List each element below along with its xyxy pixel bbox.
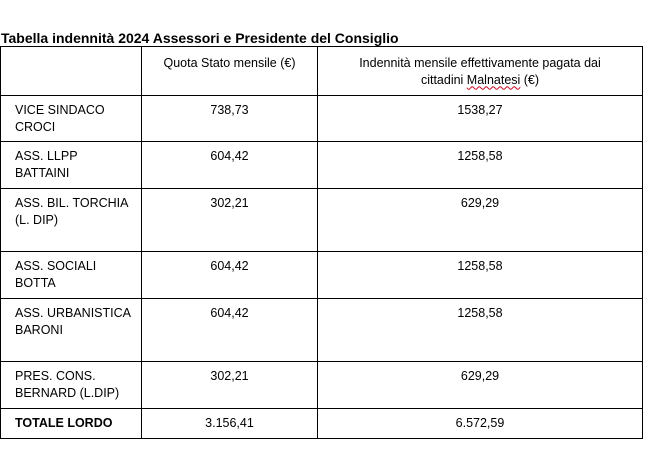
table-total-row	[1, 409, 643, 439]
indennita-value: 1258,58	[457, 259, 503, 273]
role-cell	[1, 252, 142, 299]
indennita-value: 1538,27	[457, 103, 503, 117]
table-header-row	[1, 47, 643, 96]
role-label: VICE SINDACO CROCI	[15, 103, 105, 134]
quota-stato-cell	[142, 189, 318, 252]
quota-stato-value: 738,73	[210, 103, 249, 117]
role-cell	[1, 189, 142, 252]
quota-stato-value: 302,21	[210, 196, 249, 210]
quota-stato-cell	[142, 142, 318, 189]
role-cell	[1, 142, 142, 189]
role-label: PRES. CONS. BERNARD (L.DIP)	[15, 369, 120, 400]
total-quota-stato-cell	[142, 409, 318, 439]
role-label: ASS. LLPP BATTAINI	[15, 149, 78, 180]
table-row	[1, 96, 643, 142]
document-title: Tabella indennità 2024 Assessori e Presidente del Consiglio	[1, 30, 399, 46]
quota-stato-cell	[142, 362, 318, 409]
header-indennita-spellchecked-word: Malnatesi	[466, 72, 521, 87]
total-quota-stato-value: 3.156,41	[205, 416, 254, 430]
role-cell	[1, 96, 142, 142]
total-indennita-value: 6.572,59	[455, 416, 505, 430]
role-label: ASS. BIL. TORCHIA (L. DIP)	[15, 196, 135, 227]
indennita-cell	[318, 189, 643, 252]
table-row	[1, 362, 643, 409]
quota-stato-cell	[142, 252, 318, 299]
quota-stato-cell	[142, 96, 318, 142]
table-row	[1, 299, 643, 362]
header-indennita-unit: (€)	[520, 72, 540, 87]
indennita-value: 629,29	[460, 369, 500, 383]
quota-stato-cell	[142, 299, 318, 362]
quota-stato-value: 604,42	[210, 149, 249, 163]
header-indennita-text: Indennità mensile effettivamente pagata dai cittadini	[359, 56, 601, 87]
indennita-cell	[318, 142, 643, 189]
indemnity-table	[0, 46, 643, 439]
table-row	[1, 189, 643, 252]
header-quota-stato-label: Quota Stato mensile (€)	[163, 56, 296, 70]
role-cell	[1, 299, 142, 362]
header-cell-quota-stato	[142, 47, 318, 96]
table-row	[1, 252, 643, 299]
indennita-value: 1258,58	[457, 149, 503, 163]
quota-stato-value: 604,42	[210, 259, 249, 273]
header-indennita-label	[318, 47, 642, 88]
indennita-value: 629,29	[460, 196, 500, 210]
indennita-cell	[318, 299, 643, 362]
quota-stato-value: 604,42	[210, 306, 249, 320]
header-cell-role	[1, 47, 142, 96]
indennita-cell	[318, 362, 643, 409]
indennita-cell	[318, 96, 643, 142]
total-indennita-cell	[318, 409, 643, 439]
total-label: TOTALE LORDO	[15, 416, 113, 430]
quota-stato-value: 302,21	[210, 369, 249, 383]
role-cell	[1, 362, 142, 409]
table-row	[1, 142, 643, 189]
indennita-cell	[318, 252, 643, 299]
header-cell-indennita	[318, 47, 643, 96]
role-label: ASS. URBANISTICA BARONI	[15, 306, 131, 337]
total-label-cell	[1, 409, 142, 439]
indennita-value: 1258,58	[457, 306, 503, 320]
role-label: ASS. SOCIALI BOTTA	[15, 259, 97, 290]
